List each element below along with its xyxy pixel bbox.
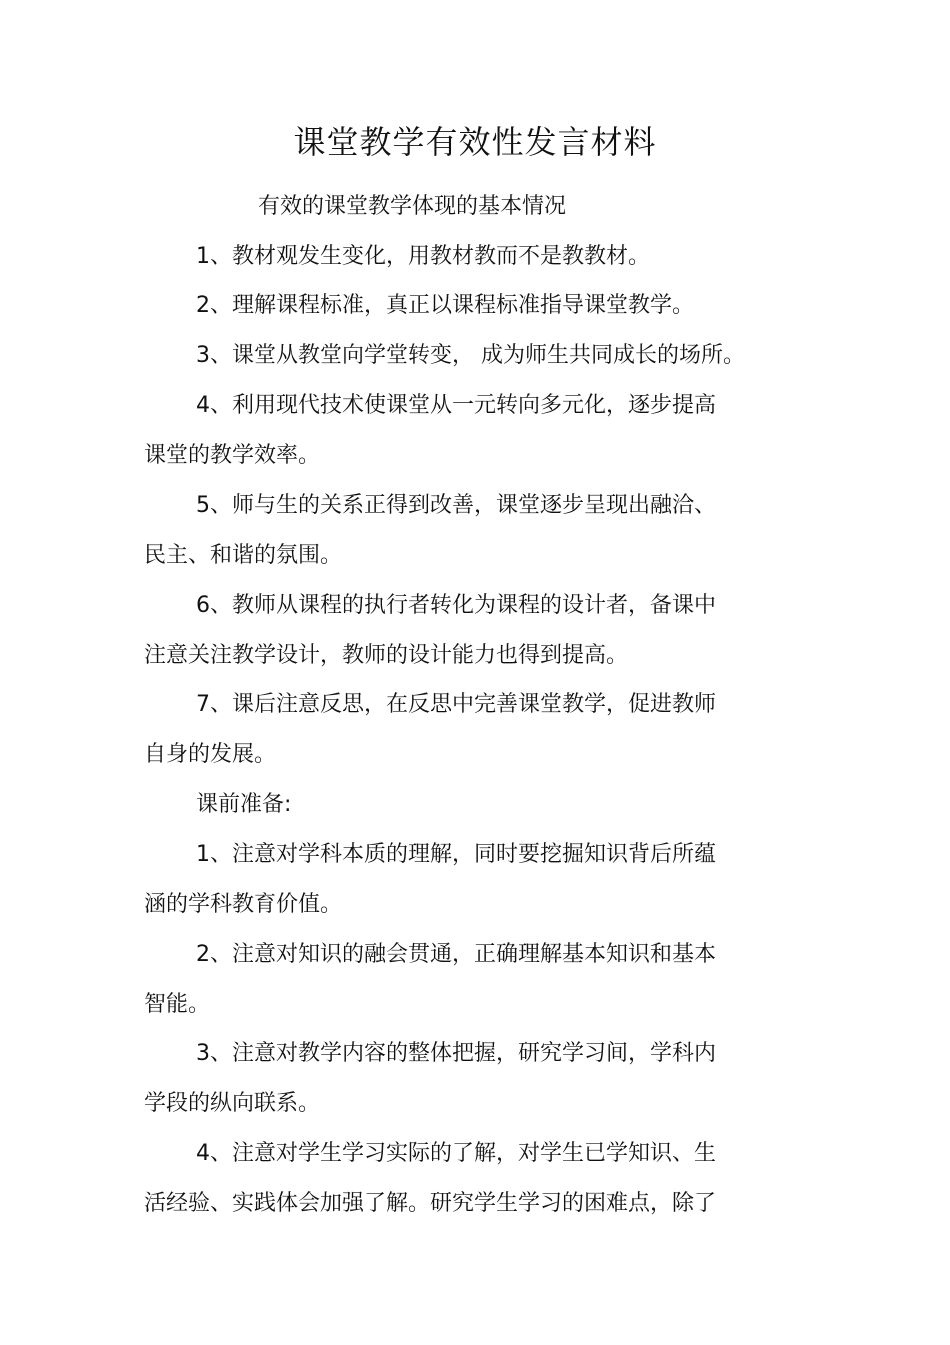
paragraph-line: 活经验、实践体会加强了解。研究学生学习的困难点，除了 — [144, 1191, 717, 1216]
paragraph-line: 涵的学科教育价值。 — [144, 892, 343, 917]
paragraph-line: 4、利用现代技术使课堂从一元转向多元化，逐步提高 — [196, 393, 716, 418]
paragraph-line: 民主、和谐的氛围。 — [144, 543, 343, 568]
paragraph-line: 7、课后注意反思，在反思中完善课堂教学，促进教师 — [196, 692, 716, 717]
paragraph-line: 智能。 — [144, 992, 211, 1017]
paragraph-line: 3、课堂从教堂向学堂转变， 成为师生共同成长的场所。 — [196, 343, 745, 368]
section-heading: 课前准备: — [196, 792, 292, 817]
paragraph-line: 3、注意对教学内容的整体把握，研究学习间，学科内 — [196, 1041, 716, 1066]
paragraph-line: 1、教材观发生变化，用教材教而不是教教材。 — [196, 244, 650, 269]
paragraph-line: 学段的纵向联系。 — [144, 1091, 321, 1116]
document-title: 课堂教学有效性发言材料 — [293, 123, 657, 161]
section-heading: 有效的课堂教学体现的基本情况 — [258, 194, 567, 219]
paragraph-line: 4、注意对学生学习实际的了解，对学生已学知识、生 — [196, 1141, 716, 1166]
paragraph-line: 1、注意对学科本质的理解，同时要挖掘知识背后所蕴 — [196, 842, 716, 867]
paragraph-line: 自身的发展。 — [144, 742, 277, 767]
paragraph-line: 2、理解课程标准，真正以课程标准指导课堂教学。 — [196, 293, 694, 318]
paragraph-line: 2、注意对知识的融会贯通，正确理解基本知识和基本 — [196, 942, 716, 967]
paragraph-line: 注意关注教学设计，教师的设计能力也得到提高。 — [144, 643, 629, 668]
paragraph-line: 课堂的教学效率。 — [144, 443, 321, 468]
paragraph-line: 6、教师从课程的执行者转化为课程的设计者，备课中 — [196, 593, 716, 618]
paragraph-line: 5、师与生的关系正得到改善，课堂逐步呈现出融洽、 — [196, 493, 716, 518]
